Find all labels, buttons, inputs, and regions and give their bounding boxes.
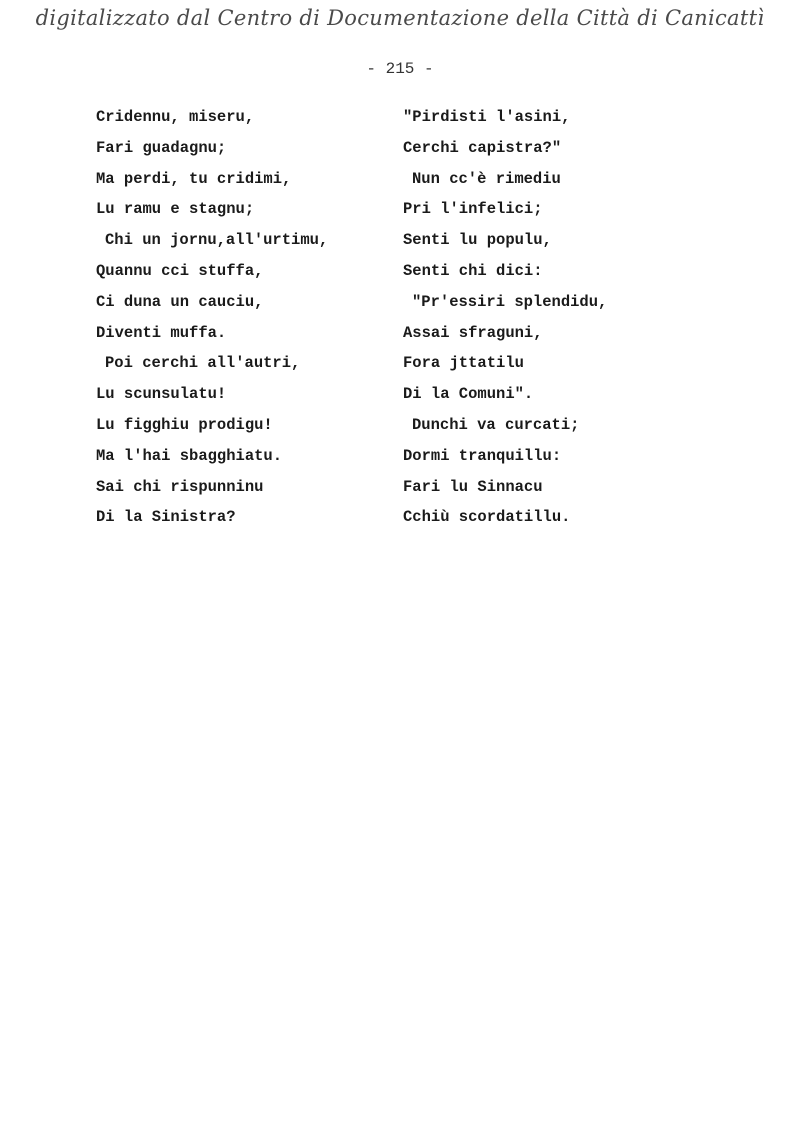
verse-line: Quannu cci stuffa,: [96, 261, 264, 280]
verse-line: Pri l'infelici;: [403, 200, 543, 219]
verse-line: Poi cerchi all'autri,: [105, 354, 301, 373]
verse-line: Senti chi dici:: [403, 261, 543, 280]
verse-line: Dormi tranquillu:: [403, 446, 562, 465]
poem-column-left: [96, 102, 396, 533]
verse-line: Cerchi capistra?": [403, 138, 562, 157]
digitization-watermark: digitalizzato dal Centro di Documentazione della Città di Canicattì: [35, 6, 765, 30]
verse-line: Sai chi rispunninu: [96, 477, 264, 496]
verse-line: Ma perdi, tu cridimi,: [96, 169, 292, 188]
verse-line: Ma l'hai sbagghiatu.: [96, 446, 283, 465]
verse-line: Di la Comuni".: [403, 385, 534, 404]
verse-line: "Pirdisti l'asini,: [403, 108, 571, 126]
verse-line: Di la Sinistra?: [96, 508, 236, 527]
verse-line: Lu figghiu prodigu!: [96, 415, 273, 434]
verse-line: Senti lu populu,: [403, 231, 552, 250]
page-number: - 215 -: [366, 60, 434, 78]
poem-column-right: [403, 102, 703, 533]
verse-line: Fari lu Sinnacu: [403, 477, 543, 496]
verse-line: Fari guadagnu;: [96, 138, 227, 157]
verse-line: Assai sfraguni,: [403, 323, 543, 342]
verse-line: Dunchi va curcati;: [412, 415, 580, 434]
verse-line: Nun cc'è rimediu: [412, 169, 561, 188]
verse-line: Ci duna un cauciu,: [96, 292, 264, 311]
verse-line: Cchiù scordatillu.: [403, 508, 571, 527]
verse-line: "Pr'essiri splendidu,: [412, 292, 608, 311]
verse-line: Lu scunsulatu!: [96, 385, 227, 404]
verse-line: Cridennu, miseru,: [96, 108, 255, 126]
verse-line: Diventi muffa.: [96, 323, 227, 342]
verse-line: Chi un jornu,all'urtimu,: [105, 231, 329, 250]
verse-line: Fora jttatilu: [403, 354, 524, 373]
verse-line: Lu ramu e stagnu;: [96, 200, 255, 219]
